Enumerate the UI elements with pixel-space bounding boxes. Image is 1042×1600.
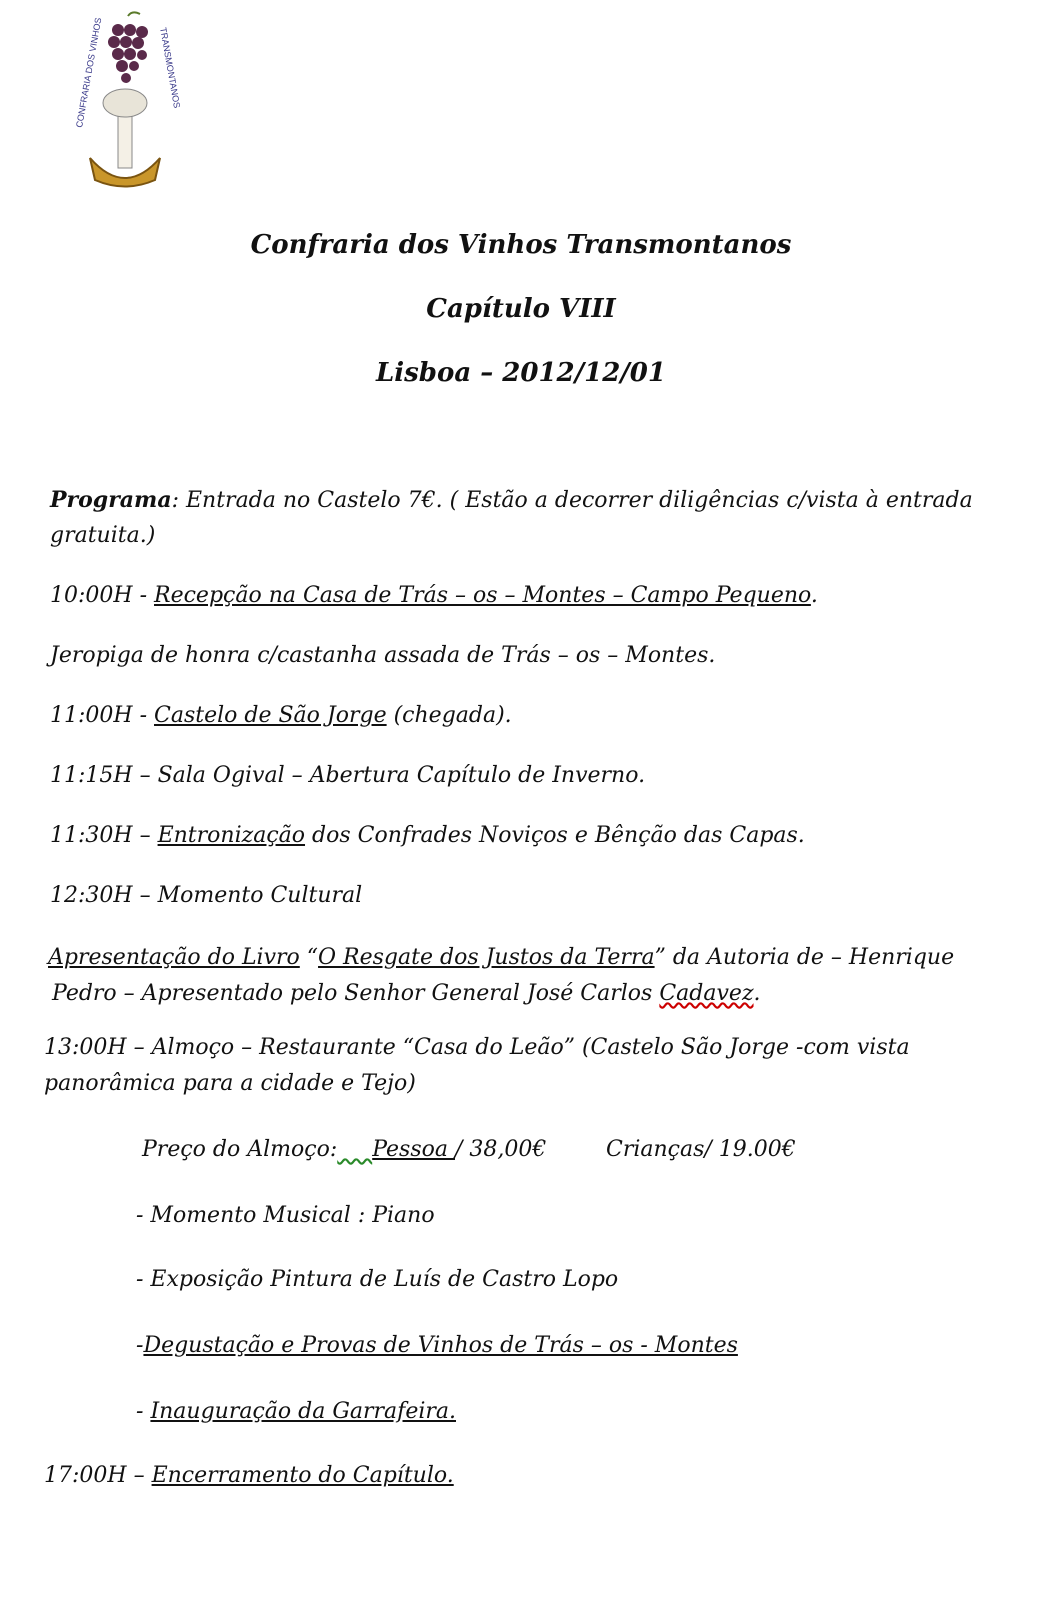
confraria-logo <box>60 8 190 198</box>
cadavez: Cadavez <box>659 981 754 1006</box>
book-presentation: Apresentação do Livro “O Resgate dos Justos da Terra” da Autoria de – Henrique <box>48 945 955 970</box>
item-1300: 13:00H – Almoço – Restaurante “Casa do Leão” (Castelo São Jorge -com vista <box>44 1035 910 1060</box>
jeropiga: Jeropiga de honra c/castanha assada de Trás – os – Montes. <box>50 643 716 668</box>
place-1100: Castelo de São Jorge <box>154 703 387 728</box>
item-1700 <box>44 1458 454 1494</box>
program-intro-text: : Entrada no Castelo 7€. ( Estão a decorrer diligências c/vista à entrada <box>171 488 973 513</box>
time-1700: 17:00H – <box>44 1463 152 1488</box>
time-1100: 11:00H - <box>50 703 155 728</box>
book-presentation-label: Apresentação do Livro <box>48 945 300 970</box>
logo-text-right: TRANSMONTANOS <box>158 26 183 109</box>
encerramento: Encerramento do Capítulo. <box>151 1463 454 1488</box>
book-title: O Resgate dos Justos da Terra <box>318 945 655 970</box>
price-pessoa: Pessoa <box>372 1137 455 1162</box>
place-date: Lisboa – 2012/12/01 <box>376 358 666 388</box>
entronizacao: Entronização <box>157 823 306 848</box>
program-intro-line2: gratuita.) <box>50 523 156 548</box>
item-1130: 11:30H – Entronização dos Confrades Noviços e Bênção das Capas. <box>50 823 805 848</box>
item-1100: 11:00H - Castelo de São Jorge (chegada). <box>50 703 512 728</box>
inauguracao: - Inauguração da Garrafeira. <box>136 1399 456 1424</box>
program-label: Programa <box>50 487 172 513</box>
item-1115: 11:15H – Sala Ogival – Abertura Capítulo de Inverno. <box>50 763 646 788</box>
degustacao: -Degustação e Provas de Vinhos de Trás – os - Montes <box>136 1333 738 1358</box>
item-1000: 10:00H - Recepção na Casa de Trás – os – Montes – Campo Pequeno. <box>50 583 818 608</box>
logo-text-left: CONFRARIA DOS VINHOS <box>74 16 104 129</box>
item-1230: 12:30H – Momento Cultural <box>50 883 363 908</box>
momento-musical: - Momento Musical : Piano <box>136 1203 435 1228</box>
exposicao: - Exposição Pintura de Luís de Castro Lopo <box>136 1267 619 1292</box>
price-label: Preço do Almoço: <box>142 1137 338 1162</box>
time-1000: 10:00H - <box>50 583 155 608</box>
price-adult: / 38,00€ <box>454 1137 547 1162</box>
degustacao-text: Degustação e Provas de Vinhos de Trás – os - Montes <box>143 1333 738 1358</box>
book-presentation-line2: Pedro – Apresentado pelo Senhor General José Carlos Cadavez. <box>52 981 761 1006</box>
document-title: Confraria dos Vinhos Transmontanos <box>250 230 792 260</box>
place-1000: Recepção na Casa de Trás – os – Montes – Campo Pequeno <box>154 583 811 608</box>
time-1130: 11:30H – <box>50 823 158 848</box>
item-1300-line2: panorâmica para a cidade e Tejo) <box>44 1071 416 1096</box>
lunch-price <box>142 1132 546 1168</box>
grape-cluster-icon <box>108 24 148 83</box>
chapter-title: Capítulo VIII <box>426 294 616 324</box>
logo-cup <box>103 89 147 117</box>
inauguracao-text: Inauguração da Garrafeira. <box>150 1399 456 1424</box>
price-kids: Crianças/ 19.00€ <box>606 1137 796 1162</box>
program-intro <box>50 482 973 519</box>
